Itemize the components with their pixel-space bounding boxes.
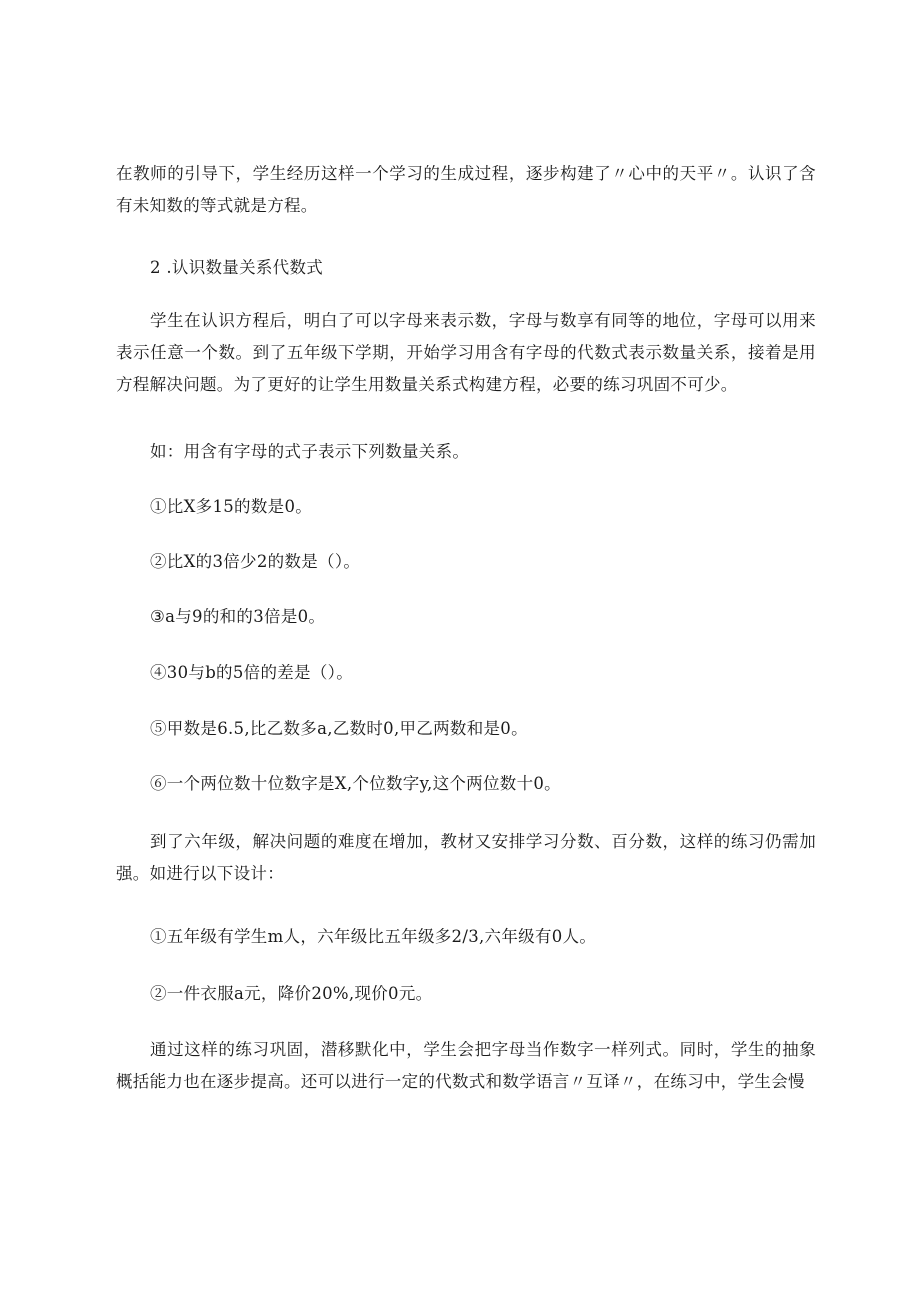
exercise-item-4: ④30与b的5倍的差是（）。	[150, 663, 354, 682]
section-heading-algebraic-expressions: 2 .认识数量关系代数式	[150, 258, 324, 277]
paragraph-equation-construction: 在教师的引导下，学生经历这样一个学习的生成过程，逐步构建了〃心中的天平〃。认识了含有未知数的等式就是方程。	[116, 164, 816, 215]
exercise-item-grade6-1: ①五年级有学生m人，六年级比五年级多2/3,六年级有0人。	[150, 927, 597, 946]
exercise-item-6: ⑥一个两位数十位数字是X,个位数字y,这个两位数十0。	[150, 774, 561, 793]
exercise-item-grade6-2: ②一件衣服a元，降价20%,现价0元。	[150, 984, 433, 1003]
exercise-item-3: ③a与9的和的3倍是0。	[150, 607, 326, 626]
paragraph-letters-as-numbers: 学生在认识方程后，明白了可以字母来表示数，字母与数享有同等的地位，字母可以用来表示任意一个数。到了五年级下学期，开始学习用含有字母的代数式表示数量关系，接着是用方程解决问题。为了更好的让学生用数量关系式构建方程，必要的练习巩固不可少。	[116, 311, 816, 394]
paragraph-sixth-grade: 到了六年级，解决问题的难度在增加，教材又安排学习分数、百分数，这样的练习仍需加强。如进行以下设计：	[116, 832, 816, 883]
example-intro: 如：用含有字母的式子表示下列数量关系。	[150, 442, 470, 461]
exercise-item-5: ⑤甲数是6.5,比乙数多a,乙数时0,甲乙两数和是0。	[150, 719, 528, 738]
exercise-item-1: ①比X多15的数是0。	[150, 497, 313, 516]
exercise-item-2: ②比X的3倍少2的数是（）。	[150, 552, 361, 571]
paragraph-practice-consolidation: 通过这样的练习巩固，潜移默化中，学生会把字母当作数字一样列式。同时，学生的抽象概括能力也在逐步提高。还可以进行一定的代数式和数学语言〃互译〃，在练习中，学生会慢	[116, 1040, 816, 1091]
